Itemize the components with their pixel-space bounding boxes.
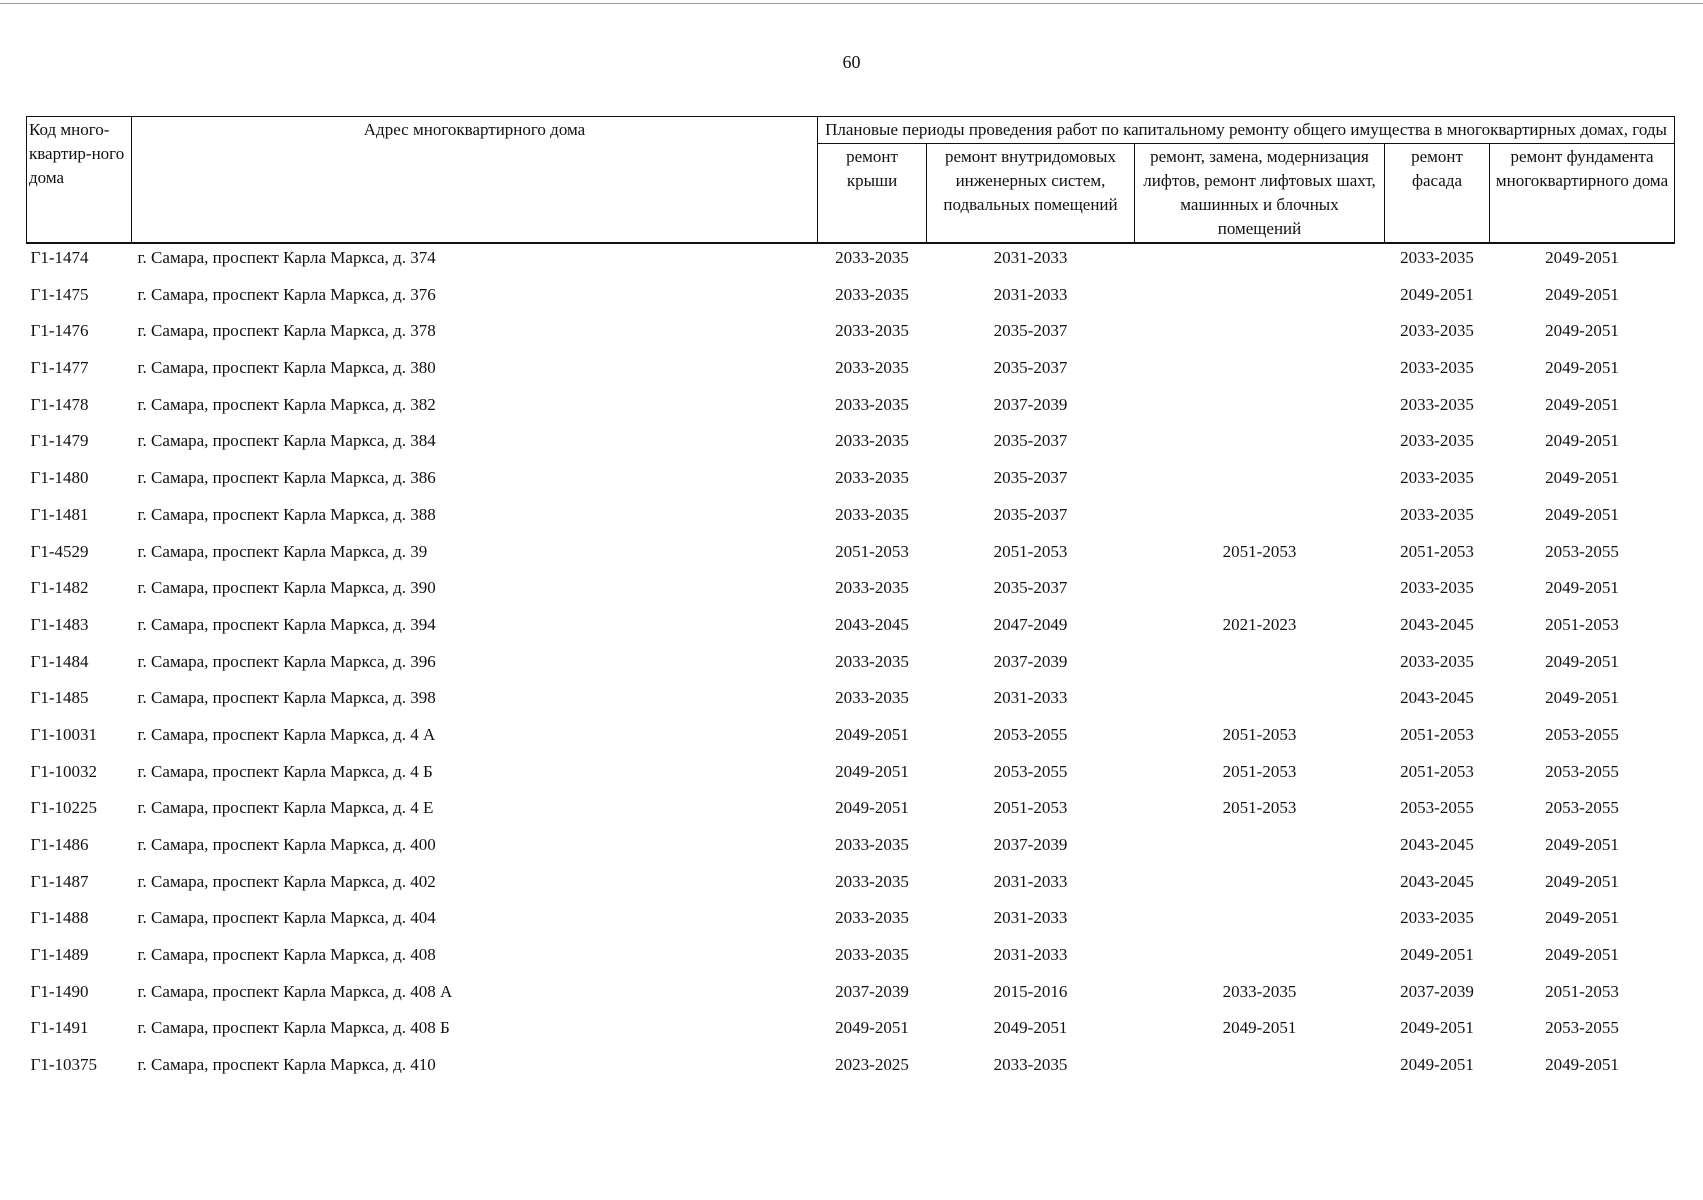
- cell-roof: 2049-2051: [835, 761, 909, 781]
- cell-facade: 2033-2035: [1400, 504, 1474, 524]
- table-row: [27, 684, 1675, 721]
- table-row: [27, 868, 1675, 905]
- cell-roof: 2033-2035: [835, 468, 909, 488]
- cell-foundation: 2049-2051: [1545, 651, 1619, 671]
- cell-roof: 2049-2051: [835, 798, 909, 818]
- cell-elevator: [1135, 574, 1385, 611]
- cell-elevator: [1135, 243, 1385, 281]
- cell-address: г. Самара, проспект Карла Маркса, д. 398: [137, 688, 436, 708]
- cell-engineering: 2015-2016: [993, 981, 1068, 1001]
- header-address: Адрес многоквартирного дома: [132, 117, 818, 244]
- table-row: [27, 538, 1675, 575]
- cell-engineering: 2053-2055: [993, 724, 1068, 744]
- cell-elevator: [1135, 648, 1385, 685]
- cell-facade: 2033-2035: [1400, 321, 1474, 341]
- cell-facade: 2049-2051: [1400, 1055, 1474, 1075]
- cell-facade: 2051-2053: [1400, 724, 1474, 744]
- cell-address: г. Самара, проспект Карла Маркса, д. 4 Е: [137, 798, 434, 818]
- cell-facade: 2043-2045: [1400, 835, 1474, 854]
- cell-facade: 2033-2035: [1400, 358, 1474, 378]
- cell-foundation: 2049-2051: [1545, 945, 1619, 965]
- cell-elevator: 2051-2053: [1222, 798, 1297, 818]
- cell-roof: 2033-2035: [835, 651, 909, 671]
- cell-facade: 2043-2045: [1400, 614, 1474, 634]
- cell-code: Г1-1481: [30, 504, 89, 524]
- cell-roof: 2033-2035: [835, 431, 909, 451]
- cell-foundation: 2049-2051: [1545, 321, 1619, 341]
- cell-address: г. Самара, проспект Карла Маркса, д. 410: [137, 1055, 436, 1075]
- table-row: [27, 904, 1675, 941]
- cell-elevator: [1135, 354, 1385, 391]
- header-foundation: ремонт фундамента многоквартирного дома: [1490, 144, 1675, 244]
- table-row: [27, 354, 1675, 391]
- cell-foundation: 2049-2051: [1545, 908, 1619, 928]
- table-row: [27, 941, 1675, 978]
- cell-elevator: 2051-2053: [1222, 724, 1297, 744]
- cell-code: Г1-1484: [30, 651, 89, 671]
- cell-engineering: 2035-2037: [993, 358, 1068, 378]
- cell-engineering: 2031-2033: [993, 688, 1068, 708]
- cell-roof: 2033-2035: [835, 358, 909, 378]
- table-row: [27, 317, 1675, 354]
- cell-facade: 2033-2035: [1400, 578, 1474, 598]
- cell-roof: 2033-2035: [835, 284, 909, 304]
- cell-facade: 2051-2053: [1400, 761, 1474, 781]
- cell-facade: 2037-2039: [1400, 981, 1474, 1001]
- cell-roof: 2033-2035: [835, 688, 909, 708]
- cell-engineering: 2047-2049: [993, 614, 1068, 634]
- cell-elevator: [1135, 501, 1385, 538]
- cell-address: г. Самара, проспект Карла Маркса, д. 408: [137, 945, 436, 965]
- cell-code: Г1-1478: [30, 394, 89, 414]
- cell-engineering: 2037-2039: [993, 394, 1068, 414]
- cell-code: Г1-1480: [30, 468, 89, 488]
- cell-engineering: 2037-2039: [993, 835, 1068, 854]
- table-row: [27, 281, 1675, 318]
- cell-code: Г1-10375: [30, 1055, 97, 1075]
- cell-facade: 2033-2035: [1400, 651, 1474, 671]
- cell-engineering: 2031-2033: [993, 871, 1068, 891]
- page-number: 60: [842, 52, 861, 72]
- cell-engineering: 2049-2051: [993, 1018, 1068, 1038]
- cell-foundation: 2049-2051: [1545, 1055, 1619, 1075]
- cell-code: Г1-1477: [30, 358, 89, 378]
- cell-engineering: 2035-2037: [993, 321, 1068, 341]
- table-row: [27, 794, 1675, 831]
- cell-roof: 2033-2035: [835, 578, 909, 598]
- cell-foundation: 2049-2051: [1545, 835, 1619, 854]
- cell-address: г. Самара, проспект Карла Маркса, д. 408 А: [137, 981, 453, 1001]
- table-row: [27, 1051, 1675, 1088]
- cell-roof: 2033-2035: [835, 945, 909, 965]
- cell-facade: 2051-2053: [1400, 541, 1474, 561]
- cell-address: г. Самара, проспект Карла Маркса, д. 4 А: [137, 724, 436, 744]
- cell-foundation: 2049-2051: [1545, 431, 1619, 451]
- cell-elevator: [1135, 464, 1385, 501]
- cell-foundation: 2053-2055: [1545, 798, 1619, 818]
- cell-roof: 2033-2035: [835, 504, 909, 524]
- cell-roof: 2023-2025: [835, 1055, 909, 1075]
- cell-facade: 2043-2045: [1400, 871, 1474, 891]
- cell-foundation: 2051-2053: [1545, 981, 1619, 1001]
- cell-elevator: 2051-2053: [1222, 541, 1297, 561]
- cell-elevator: [1135, 281, 1385, 318]
- cell-address: г. Самара, проспект Карла Маркса, д. 400: [137, 835, 436, 854]
- cell-address: г. Самара, проспект Карла Маркса, д. 390: [137, 578, 436, 598]
- cell-foundation: 2051-2053: [1545, 614, 1619, 634]
- cell-code: Г1-1489: [30, 945, 89, 965]
- cell-address: г. Самара, проспект Карла Маркса, д. 4 Б: [137, 761, 433, 781]
- cell-facade: 2033-2035: [1400, 431, 1474, 451]
- capital-repair-table: [26, 116, 1675, 1088]
- cell-engineering: 2033-2035: [993, 1055, 1068, 1075]
- table-row: [27, 501, 1675, 538]
- cell-foundation: 2049-2051: [1545, 394, 1619, 414]
- table-row: [27, 243, 1675, 281]
- table-row: [27, 574, 1675, 611]
- cell-code: Г1-1482: [30, 578, 89, 598]
- cell-elevator: 2033-2035: [1222, 981, 1297, 1001]
- cell-foundation: 2053-2055: [1545, 541, 1619, 561]
- cell-address: г. Самара, проспект Карла Маркса, д. 380: [137, 358, 436, 378]
- cell-engineering: 2053-2055: [993, 761, 1068, 781]
- cell-foundation: 2049-2051: [1545, 578, 1619, 598]
- cell-engineering: 2031-2033: [993, 248, 1068, 267]
- header-periods: Плановые периоды проведения работ по капитальному ремонту общего имущества в многоквартирных домах, годы: [818, 117, 1675, 144]
- cell-address: г. Самара, проспект Карла Маркса, д. 396: [137, 651, 436, 671]
- cell-facade: 2043-2045: [1400, 688, 1474, 708]
- cell-code: Г1-1491: [30, 1018, 89, 1038]
- cell-code: Г1-10032: [30, 761, 97, 781]
- table-row: [27, 978, 1675, 1015]
- cell-code: Г1-1485: [30, 688, 89, 708]
- cell-roof: 2049-2051: [835, 1018, 909, 1038]
- cell-elevator: [1135, 684, 1385, 721]
- cell-foundation: 2053-2055: [1545, 1018, 1619, 1038]
- header-facade: ремонт фасада: [1385, 144, 1490, 244]
- table-body: [27, 243, 1675, 1088]
- cell-code: Г1-1488: [30, 908, 89, 928]
- cell-engineering: 2035-2037: [993, 431, 1068, 451]
- cell-roof: 2033-2035: [835, 908, 909, 928]
- cell-address: г. Самара, проспект Карла Маркса, д. 382: [137, 394, 436, 414]
- cell-roof: 2049-2051: [835, 724, 909, 744]
- cell-address: г. Самара, проспект Карла Маркса, д. 378: [137, 321, 436, 341]
- cell-elevator: [1135, 831, 1385, 868]
- cell-elevator: 2021-2023: [1222, 614, 1297, 634]
- cell-facade: 2049-2051: [1400, 1018, 1474, 1038]
- cell-address: г. Самара, проспект Карла Маркса, д. 384: [137, 431, 436, 451]
- cell-foundation: 2053-2055: [1545, 724, 1619, 744]
- cell-code: Г1-4529: [30, 541, 89, 561]
- top-rule: [0, 3, 1703, 4]
- cell-roof: 2043-2045: [835, 614, 909, 634]
- cell-engineering: 2035-2037: [993, 504, 1068, 524]
- cell-address: г. Самара, проспект Карла Маркса, д. 39: [137, 541, 428, 561]
- cell-elevator: 2051-2053: [1222, 761, 1297, 781]
- table-row: [27, 391, 1675, 428]
- cell-elevator: [1135, 317, 1385, 354]
- table-row: [27, 721, 1675, 758]
- cell-elevator: [1135, 868, 1385, 905]
- header-engineering: ремонт внутридомовых инженерных систем, подвальных помещений: [927, 144, 1135, 244]
- cell-roof: 2033-2035: [835, 394, 909, 414]
- cell-code: Г1-1486: [30, 835, 89, 854]
- cell-foundation: 2049-2051: [1545, 688, 1619, 708]
- table-row: [27, 611, 1675, 648]
- cell-elevator: [1135, 941, 1385, 978]
- cell-address: г. Самара, проспект Карла Маркса, д. 394: [137, 614, 436, 634]
- cell-address: г. Самара, проспект Карла Маркса, д. 402: [137, 871, 436, 891]
- cell-code: Г1-1479: [30, 431, 89, 451]
- cell-address: г. Самара, проспект Карла Маркса, д. 386: [137, 468, 436, 488]
- cell-facade: 2053-2055: [1400, 798, 1474, 818]
- cell-engineering: 2037-2039: [993, 651, 1068, 671]
- cell-engineering: 2051-2053: [993, 541, 1068, 561]
- table-row: [27, 427, 1675, 464]
- cell-foundation: 2049-2051: [1545, 468, 1619, 488]
- cell-facade: 2049-2051: [1400, 284, 1474, 304]
- cell-roof: 2033-2035: [835, 248, 909, 267]
- cell-elevator: [1135, 427, 1385, 464]
- cell-code: Г1-1474: [30, 248, 89, 267]
- cell-elevator: [1135, 391, 1385, 428]
- cell-address: г. Самара, проспект Карла Маркса, д. 374: [137, 248, 436, 267]
- table-row: [27, 758, 1675, 795]
- cell-elevator: 2049-2051: [1222, 1018, 1297, 1038]
- header-code: Код много-квартир-ного дома: [27, 117, 132, 244]
- cell-code: Г1-10225: [30, 798, 97, 818]
- cell-foundation: 2049-2051: [1545, 358, 1619, 378]
- cell-engineering: 2035-2037: [993, 578, 1068, 598]
- cell-roof: 2051-2053: [835, 541, 909, 561]
- cell-code: Г1-1490: [30, 981, 89, 1001]
- header-roof: ремонт крыши: [818, 144, 927, 244]
- cell-facade: 2033-2035: [1400, 908, 1474, 928]
- cell-facade: 2049-2051: [1400, 945, 1474, 965]
- cell-address: г. Самара, проспект Карла Маркса, д. 408 Б: [137, 1018, 450, 1038]
- cell-elevator: [1135, 904, 1385, 941]
- cell-foundation: 2053-2055: [1545, 761, 1619, 781]
- cell-foundation: 2049-2051: [1545, 284, 1619, 304]
- cell-roof: 2033-2035: [835, 835, 909, 854]
- table-row: [27, 648, 1675, 685]
- cell-engineering: 2031-2033: [993, 284, 1068, 304]
- cell-code: Г1-1476: [30, 321, 89, 341]
- table-row: [27, 464, 1675, 501]
- cell-engineering: 2035-2037: [993, 468, 1068, 488]
- cell-facade: 2033-2035: [1400, 468, 1474, 488]
- header-elevator: ремонт, замена, модернизация лифтов, ремонт лифтовых шахт, машинных и блочных помещений: [1135, 144, 1385, 244]
- cell-facade: 2033-2035: [1400, 248, 1474, 267]
- cell-engineering: 2051-2053: [993, 798, 1068, 818]
- cell-address: г. Самара, проспект Карла Маркса, д. 388: [137, 504, 436, 524]
- cell-foundation: 2049-2051: [1545, 871, 1619, 891]
- cell-roof: 2033-2035: [835, 871, 909, 891]
- table-row: [27, 831, 1675, 868]
- cell-foundation: 2049-2051: [1545, 248, 1619, 267]
- cell-foundation: 2049-2051: [1545, 504, 1619, 524]
- cell-roof: 2033-2035: [835, 321, 909, 341]
- cell-engineering: 2031-2033: [993, 945, 1068, 965]
- table-row: [27, 1014, 1675, 1051]
- cell-code: Г1-1475: [30, 284, 89, 304]
- cell-address: г. Самара, проспект Карла Маркса, д. 376: [137, 284, 436, 304]
- cell-code: Г1-10031: [30, 724, 97, 744]
- cell-elevator: [1135, 1051, 1385, 1088]
- cell-code: Г1-1487: [30, 871, 89, 891]
- cell-engineering: 2031-2033: [993, 908, 1068, 928]
- cell-address: г. Самара, проспект Карла Маркса, д. 404: [137, 908, 436, 928]
- cell-code: Г1-1483: [30, 614, 89, 634]
- cell-roof: 2037-2039: [835, 981, 909, 1001]
- cell-facade: 2033-2035: [1400, 394, 1474, 414]
